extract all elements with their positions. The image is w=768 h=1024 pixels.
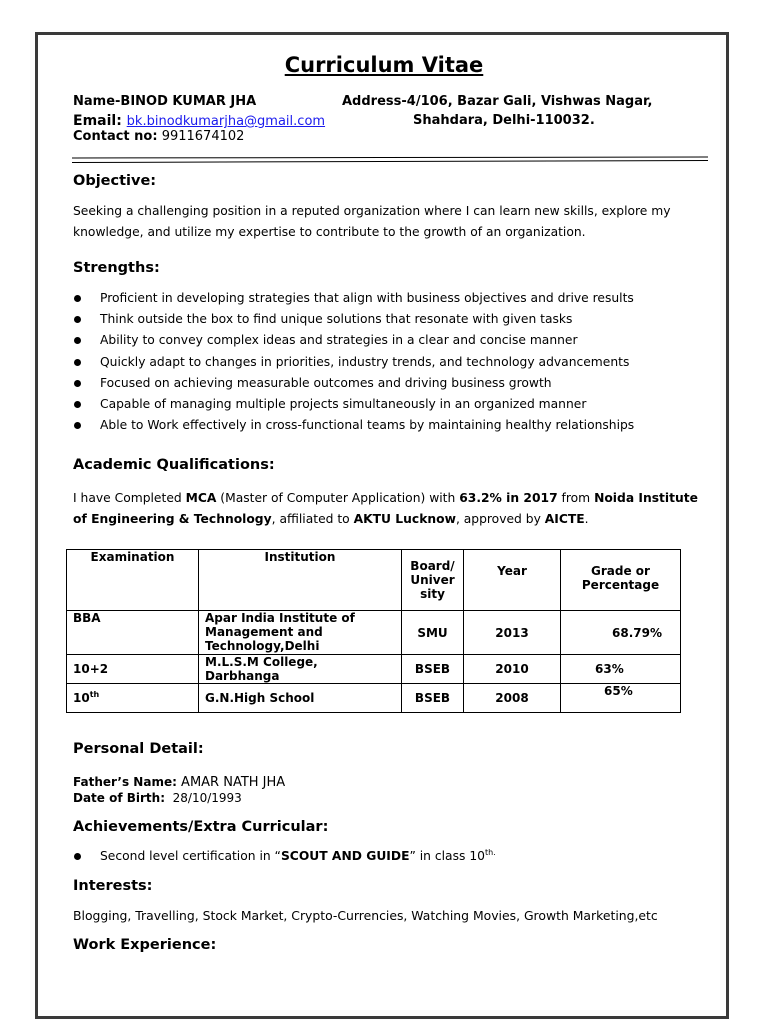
table-header: Year: [464, 550, 561, 611]
list-item: [72, 415, 634, 436]
academic-text-part: .: [584, 512, 589, 526]
table-cell: 63%: [561, 655, 681, 684]
bullet-icon: [74, 295, 81, 302]
list-item: [72, 288, 634, 309]
academic-text-part: I have Completed: [73, 491, 186, 505]
address-line-1: [342, 94, 652, 109]
table-header: Examination: [67, 550, 199, 611]
phone-label: Contact no:: [73, 129, 158, 144]
interests-heading: Interests:: [73, 878, 153, 894]
exam-name: 10: [73, 691, 90, 705]
achievement-text: Second level certification in “: [100, 849, 281, 863]
name-line: [73, 94, 256, 109]
interests-text: Blogging, Travelling, Stock Market, Crypto-Currencies, Watching Movies, Growth Marketing,etc: [73, 908, 658, 923]
bullet-icon: [74, 380, 81, 387]
bullet-icon: [74, 359, 81, 366]
strength-text: Ability to convey complex ideas and strategies in a clear and concise manner: [100, 333, 578, 348]
table-cell: 65%: [561, 684, 681, 713]
strength-text: Capable of managing multiple projects simultaneously in an organized manner: [100, 396, 587, 411]
bullet-icon: [74, 422, 81, 429]
dob-value: 28/10/1993: [172, 791, 242, 805]
father-label: Father’s Name:: [73, 775, 177, 789]
objective-text: Seeking a challenging position in a reputed organization where I can learn new skills, explore my knowledge, and utilize my expertise to contribute to the growth of an organization.: [73, 204, 671, 239]
document-title: Curriculum Vitae: [284, 53, 484, 77]
table-header: Grade or Percentage: [561, 550, 681, 611]
table-cell: BBA: [67, 611, 199, 655]
bullet-icon: [74, 853, 81, 860]
table-header-row: [67, 550, 681, 611]
table-cell: 2008: [464, 684, 561, 713]
table-cell: 2013: [464, 611, 561, 655]
strength-text: Think outside the box to find unique solutions that resonate with given tasks: [100, 312, 573, 327]
strength-text: Proficient in developing strategies that align with business objectives and drive results: [100, 291, 634, 305]
address-line-2: Shahdara, Delhi-110032.: [413, 113, 595, 128]
table-cell: 10+2: [67, 655, 199, 684]
table-header: Institution: [199, 550, 402, 611]
bullet-icon: [74, 316, 81, 323]
bullet-icon: [74, 337, 81, 344]
academic-text-part: , affiliated to: [271, 512, 354, 526]
academic-text-part: (Master of Computer Application) with: [216, 491, 460, 505]
table-cell: Apar India Institute of Management and Technology,Delhi: [199, 611, 402, 655]
father-name: AMAR NATH JHA: [181, 775, 286, 790]
table-cell: 68.79%: [561, 611, 681, 655]
academic-text-part: , approved by: [455, 512, 545, 526]
achievement-text: ” in class 10: [409, 849, 485, 863]
table-cell: SMU: [402, 611, 464, 655]
table-cell: G.N.High School: [199, 684, 402, 713]
strengths-heading: Strengths:: [73, 260, 160, 276]
degree-score: 63.2% in 2017: [459, 491, 558, 505]
strength-text: Quickly adapt to changes in priorities, industry trends, and technology advancements: [100, 354, 630, 369]
institute-name: Noida Institute of Engineering & Technology: [73, 491, 698, 526]
address-text-1: 4/106, Bazar Gali, Vishwas Nagar,: [406, 94, 653, 109]
academic-heading: Academic Qualifications:: [73, 457, 275, 473]
approval-body: AICTE: [544, 512, 585, 526]
achievements-heading: Achievements/Extra Curricular:: [73, 819, 329, 835]
list-item: [72, 394, 634, 415]
list-item: [72, 352, 634, 373]
table-row: [67, 684, 681, 713]
dob-label: Date of Birth:: [73, 791, 166, 805]
bullet-icon: [74, 401, 81, 408]
table-cell: BSEB: [402, 655, 464, 684]
table-header: Board/ Univer sity: [402, 550, 464, 611]
father-name-line: [73, 775, 285, 790]
achievement-superscript: th.: [484, 847, 496, 857]
phone-line: [73, 129, 244, 144]
academic-text: [73, 488, 698, 530]
objective-heading: Objective:: [73, 173, 157, 189]
achievement-highlight: SCOUT AND GUIDE: [280, 849, 410, 863]
candidate-name: BINOD KUMAR JHA: [120, 94, 257, 109]
list-item: [72, 330, 634, 351]
academic-text-part: from: [557, 491, 595, 505]
table-cell: [67, 684, 199, 713]
dob-line: [73, 791, 242, 805]
degree-name: MCA: [185, 491, 217, 505]
list-item: [72, 373, 634, 394]
strength-text: Focused on achieving measurable outcomes and driving business growth: [100, 375, 552, 390]
strengths-list: [72, 288, 634, 436]
address-label: Address-: [342, 94, 407, 109]
table-cell: BSEB: [402, 684, 464, 713]
personal-heading: Personal Detail:: [73, 741, 204, 757]
table-row: [67, 655, 681, 684]
email-label: Email:: [73, 113, 122, 129]
strength-text: Able to Work effectively in cross-functional teams by maintaining healthy relationships: [100, 418, 635, 433]
work-heading: Work Experience:: [73, 937, 217, 953]
qualifications-table: [66, 549, 681, 713]
achievements-list: [72, 846, 496, 867]
email-link[interactable]: bk.binodkumarjha@gmail.com: [126, 114, 326, 129]
table-cell: M.L.S.M College, Darbhanga: [199, 655, 402, 684]
email-line: [73, 113, 325, 129]
phone-number: 9911674102: [161, 129, 245, 144]
university-name: AKTU Lucknow: [353, 512, 456, 526]
table-row: [67, 611, 681, 655]
table-cell: 2010: [464, 655, 561, 684]
list-item: [72, 846, 496, 867]
name-label: Name-: [73, 94, 121, 109]
list-item: [72, 309, 634, 330]
exam-superscript: th: [89, 690, 100, 699]
